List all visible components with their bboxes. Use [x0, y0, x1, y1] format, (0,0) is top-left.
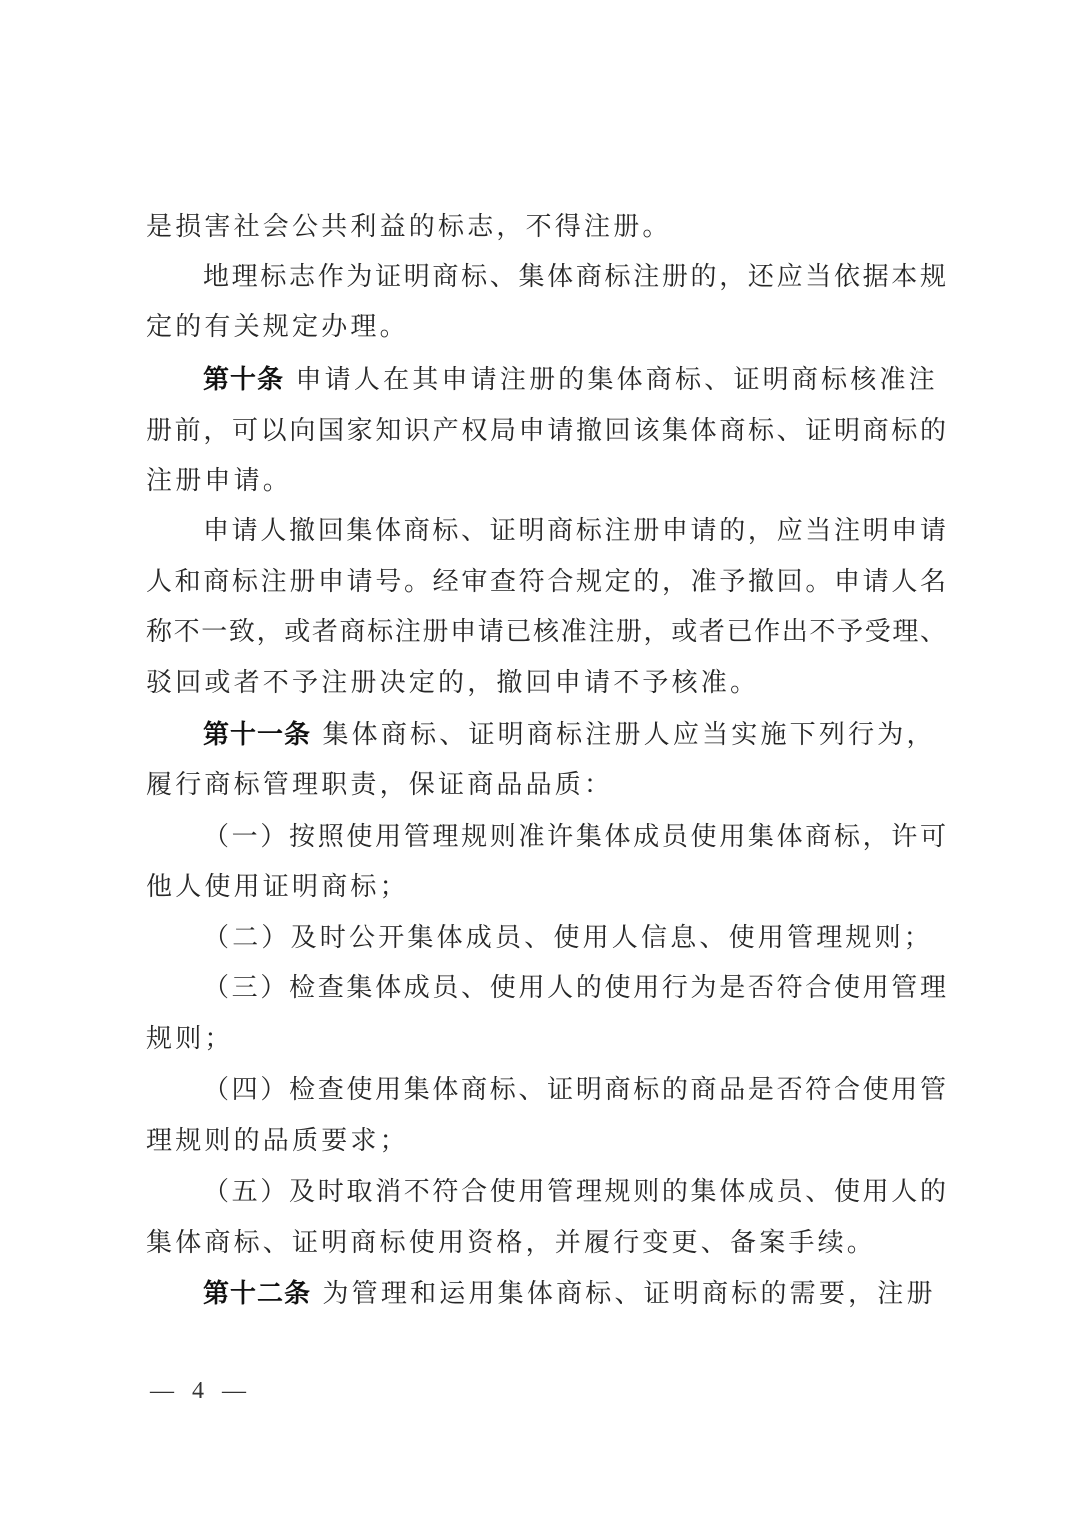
text-line: 理规则的品质要求； — [146, 1126, 409, 1156]
article-heading: 第十二条 — [203, 1279, 312, 1309]
list-item: （五）及时取消不符合使用管理规则的集体成员、使用人的 — [203, 1177, 946, 1207]
article-heading: 第十条 — [203, 365, 285, 395]
text-line: 称不一致，或者商标注册申请已核准注册，或者已作出不予受理、 — [146, 617, 946, 647]
text-line: 集体商标、证明商标使用资格，并履行变更、备案手续。 — [146, 1228, 877, 1258]
list-item: （一）按照使用管理规则准许集体成员使用集体商标，许可 — [203, 822, 946, 852]
text-line: 注册申请。 — [146, 466, 293, 496]
text-line: 人和商标注册申请号。经审查符合规定的，准予撤回。申请人名 — [146, 567, 946, 597]
article-10-line: 第十条 申请人在其申请注册的集体商标、证明商标核准注 — [203, 365, 938, 395]
text-line: 是损害社会公共利益的标志，不得注册。 — [146, 212, 672, 242]
text-line: 地理标志作为证明商标、集体商标注册的，还应当依据本规 — [203, 262, 946, 292]
article-11-line: 第十一条 集体商标、证明商标注册人应当实施下列行为， — [203, 720, 936, 750]
article-12-line: 第十二条 为管理和运用集体商标、证明商标的需要，注册 — [203, 1279, 936, 1309]
text-line: 册前，可以向国家知识产权局申请撤回该集体商标、证明商标的 — [146, 416, 946, 446]
text-line: 定的有关规定办理。 — [146, 312, 409, 342]
list-item: （二）及时公开集体成员、使用人信息、使用管理规则； — [203, 923, 934, 953]
list-item: （四）检查使用集体商标、证明商标的商品是否符合使用管 — [203, 1075, 946, 1105]
text-line: 规则； — [146, 1024, 234, 1054]
text-line: 申请人撤回集体商标、证明商标注册申请的，应当注明申请 — [203, 516, 946, 546]
text-line: 驳回或者不予注册决定的，撤回申请不予核准。 — [146, 668, 760, 698]
article-heading: 第十一条 — [203, 720, 312, 750]
text-line: 他人使用证明商标； — [146, 872, 409, 902]
text-line: 履行商标管理职责，保证商品品质： — [146, 770, 614, 800]
list-item: （三）检查集体成员、使用人的使用行为是否符合使用管理 — [203, 973, 946, 1003]
page-number: — 4 — — [150, 1378, 252, 1404]
